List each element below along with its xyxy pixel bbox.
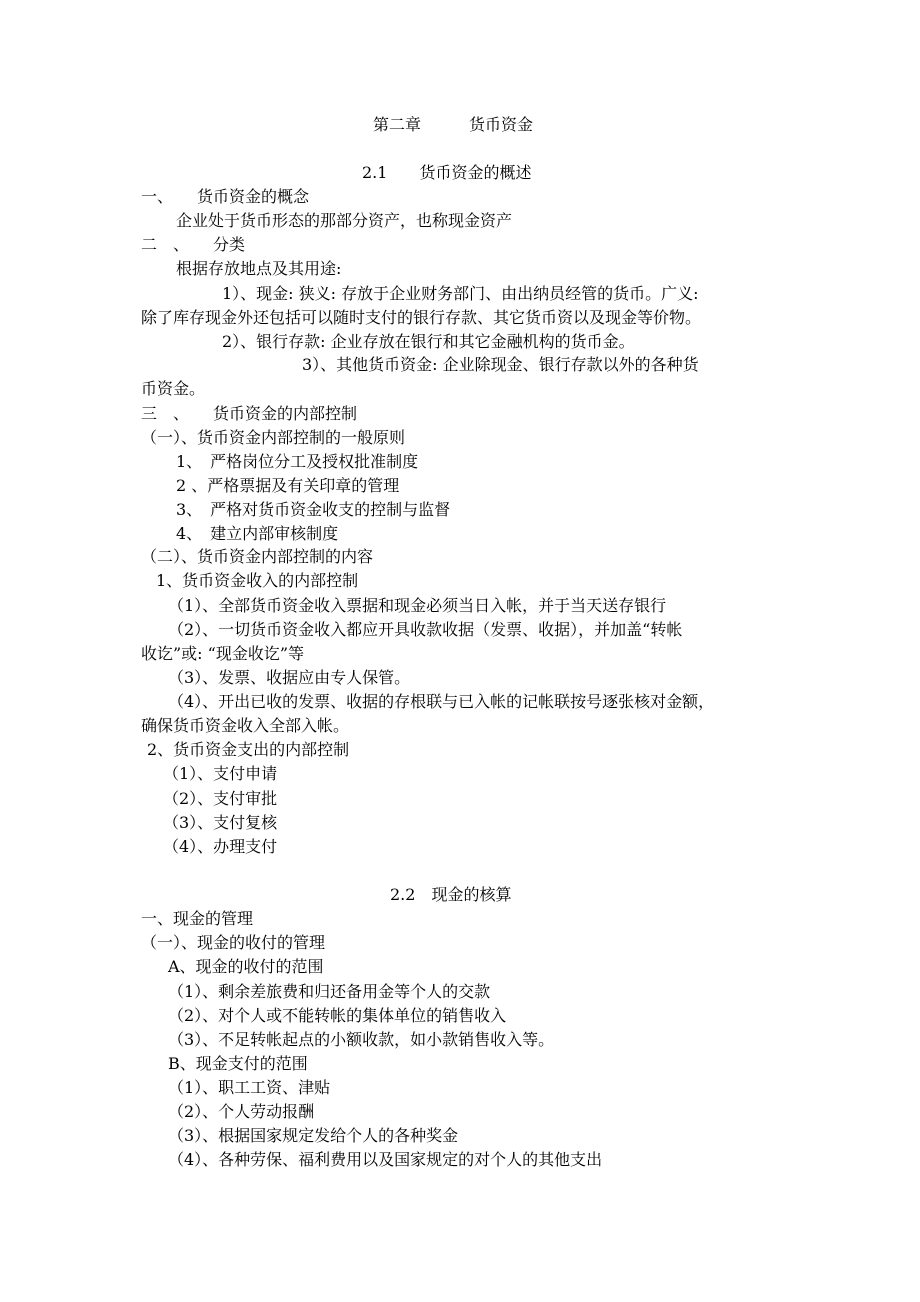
receipts-item-3: （3）、发票、收据应由专人保管。 — [168, 668, 411, 687]
receipts-control-heading: 1、货币资金收入的内部控制 — [156, 571, 359, 590]
concept-heading: 一、 货币资金的概念 — [141, 187, 310, 206]
chapter-title: 第二章 货币资金 — [373, 115, 534, 134]
cash-management-heading: 一、现金的管理 — [141, 909, 254, 928]
payment-scope-item: （4）、各种劳保、福利费用以及国家规定的对个人的其他支出 — [168, 1150, 603, 1169]
section-2-2-heading: 2.2 现金的核算 — [390, 885, 512, 904]
internal-control-heading: 三 、 货币资金的内部控制 — [141, 404, 358, 423]
payment-step: （2）、支付审批 — [163, 789, 278, 808]
payment-scope-item: （2）、个人劳动报酬 — [168, 1102, 315, 1121]
payment-step: （3）、支付复核 — [163, 813, 278, 832]
principle-item: 3、 严格对货币资金收支的控制与监督 — [176, 500, 451, 519]
classification-item-3-line-2: 币资金。 — [141, 379, 206, 398]
classification-item-1-line-2: 除了库存现金外还包括可以随时支付的银行存款、其它货币资以及现金等价物。 — [141, 308, 702, 327]
payment-step: （4）、办理支付 — [163, 837, 278, 856]
receipts-item-2-line-2: 收讫”或: “现金收讫”等 — [141, 644, 305, 663]
classification-item-1-line-1: 1）、现金: 狭义: 存放于企业财务部门、由出纳员经管的货币。广义: — [222, 284, 699, 303]
receipt-scope-item: （2）、对个人或不能转帐的集体单位的销售收入 — [168, 1006, 507, 1025]
section-2-1-heading: 2.1 货币资金的概述 — [362, 163, 532, 182]
payment-scope-heading: B、现金支付的范围 — [168, 1054, 308, 1073]
classification-intro: 根据存放地点及其用途: — [176, 259, 342, 278]
concept-text: 企业处于货币形态的那部分资产，也称现金资产 — [176, 211, 513, 230]
payments-control-heading: 2、货币资金支出的内部控制 — [147, 740, 350, 759]
receipt-scope-item: （1）、剩余差旅费和归还备用金等个人的交款 — [168, 982, 491, 1001]
principle-item: 2 、严格票据及有关印章的管理 — [176, 476, 400, 495]
principles-heading: （一）、货币资金内部控制的一般原则 — [141, 428, 406, 447]
payment-step: （1）、支付申请 — [163, 764, 278, 783]
receipts-item-4-line-1: （4）、开出已收的发票、收据的存根联与已入帐的记帐联按号逐张核对金额， — [168, 692, 715, 711]
classification-heading: 二 、 分类 — [141, 235, 246, 254]
control-content-heading: （二）、货币资金内部控制的内容 — [141, 547, 374, 566]
principle-item: 1、 严格岗位分工及授权批准制度 — [176, 452, 419, 471]
receipts-item-1: （1）、全部货币资金收入票据和现金必须当日入帐，并于当天送存银行 — [168, 596, 667, 615]
receipts-item-4-line-2: 确保货币资金收入全部入帐。 — [141, 716, 350, 735]
receipt-scope-item: （3）、不足转帐起点的小额收款，如小款销售收入等。 — [168, 1030, 555, 1049]
classification-item-3-line-1: 3）、其他货币资金: 企业除现金、银行存款以外的各种货 — [302, 355, 699, 374]
principle-item: 4、 建立内部审核制度 — [176, 524, 339, 543]
payment-scope-item: （1）、职工工资、津贴 — [168, 1078, 331, 1097]
payment-scope-item: （3）、根据国家规定发给个人的各种奖金 — [168, 1126, 459, 1145]
classification-item-2: 2）、银行存款: 企业存放在银行和其它金融机构的货币金。 — [222, 332, 635, 351]
receipts-item-2-line-1: （2）、一切货币资金收入都应开具收款收据（发票、收据），并加盖“转帐 — [168, 620, 683, 639]
receipt-scope-heading: A、现金的收付的范围 — [168, 957, 324, 976]
collection-payment-heading: （一）、现金的收付的管理 — [141, 933, 326, 952]
